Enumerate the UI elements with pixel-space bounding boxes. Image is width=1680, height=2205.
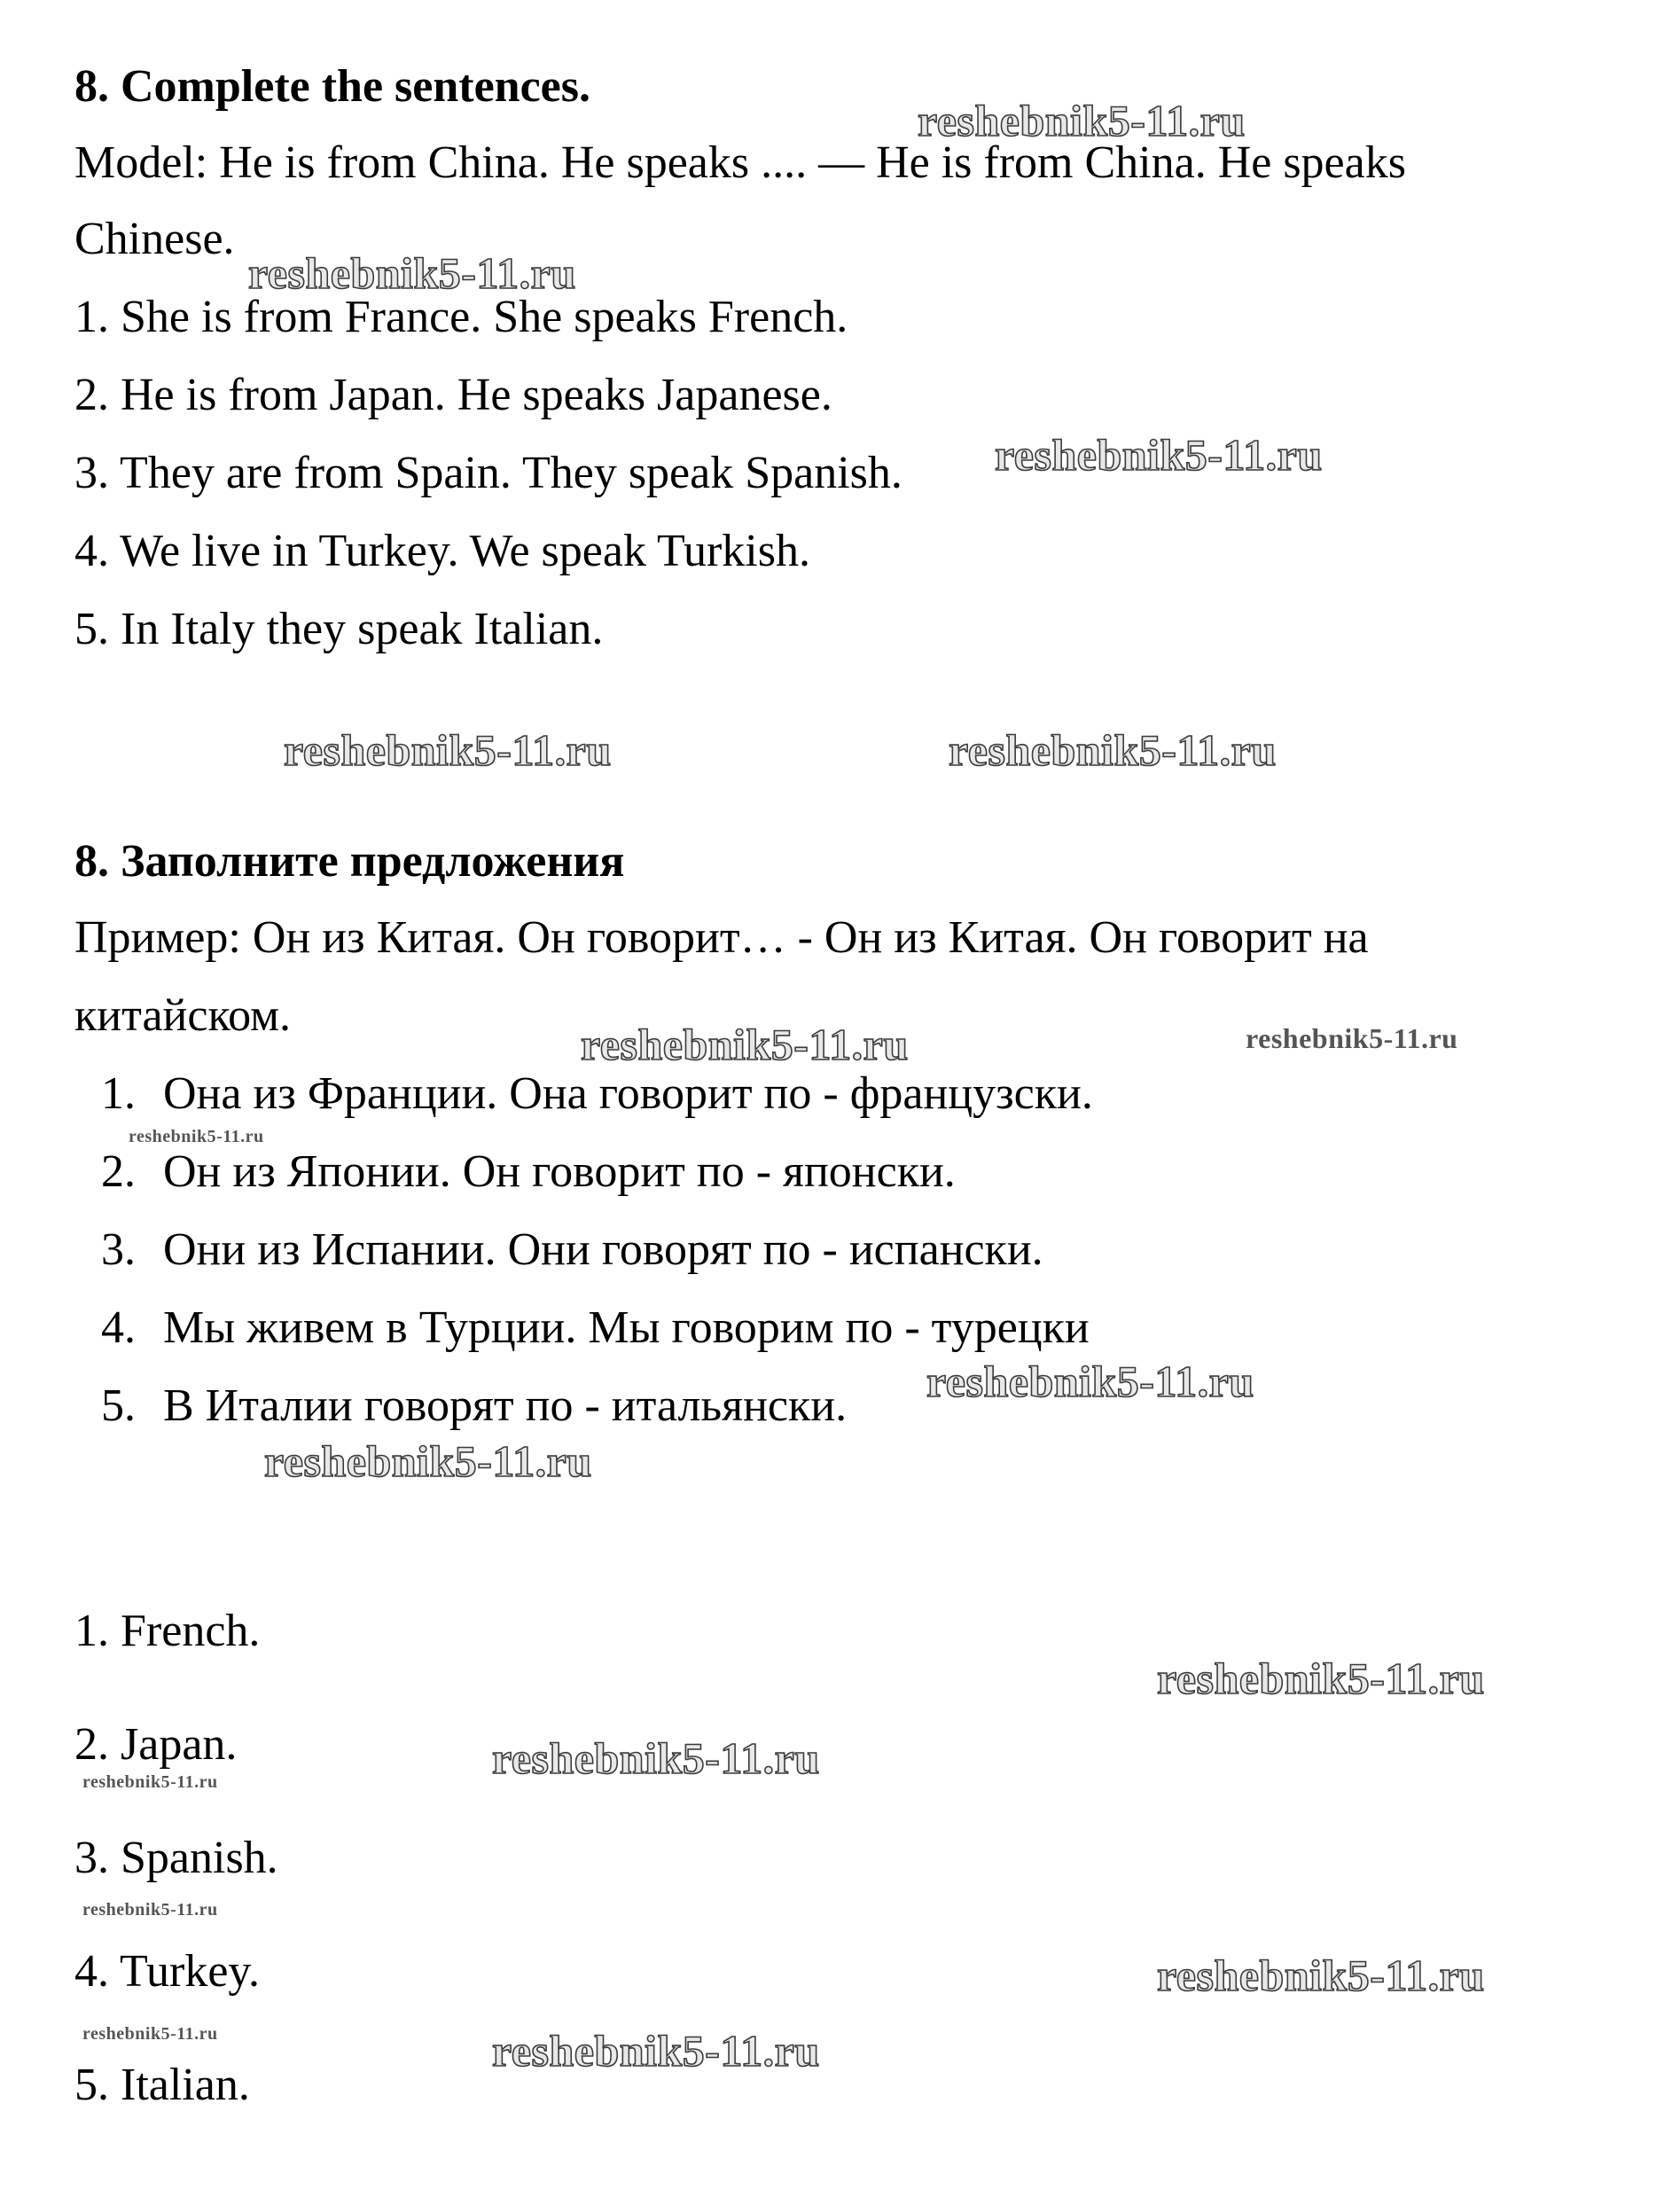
russian-item-number: 3. <box>101 1224 136 1275</box>
watermark: reshebnik5-11.ru <box>949 725 1277 775</box>
english-model-line-1: Model: He is from China. He speaks .... — He is from China. He speaks <box>74 137 1406 188</box>
watermark: reshebnik5-11.ru <box>926 1357 1254 1406</box>
answer-3: 3. Spanish. <box>74 1833 278 1883</box>
watermark: reshebnik5-11.ru <box>248 248 576 298</box>
watermark: reshebnik5-11.ru <box>492 1733 820 1783</box>
russian-item-text: Он из Японии. Он говорит по - японски. <box>163 1146 956 1197</box>
russian-item-2 <box>101 1144 956 1200</box>
answer-4: 4. Turkey. <box>74 1946 261 1997</box>
watermark: reshebnik5-11.ru <box>264 1436 592 1486</box>
watermark: reshebnik5-11.ru <box>82 1772 218 1792</box>
russian-item-1 <box>101 1066 1093 1122</box>
answer-5: 5. Italian. <box>74 2060 250 2110</box>
russian-model-line-1: Пример: Он из Китая. Он говорит… - Он из Китая. Он говорит на <box>74 912 1369 963</box>
russian-item-text: Она из Франции. Она говорит по - французски. <box>163 1068 1093 1119</box>
watermark: reshebnik5-11.ru <box>129 1127 264 1146</box>
russian-item-text: Они из Испании. Они говорят по - испански. <box>163 1224 1043 1275</box>
english-item-4: 4. We live in Turkey. We speak Turkish. <box>74 526 810 576</box>
english-model-line-2: Chinese. <box>74 214 235 264</box>
watermark: reshebnik5-11.ru <box>918 96 1246 145</box>
russian-item-text: В Италии говорят по - итальянски. <box>163 1380 848 1431</box>
watermark: reshebnik5-11.ru <box>1157 1654 1485 1703</box>
english-heading: 8. Complete the sentences. <box>74 61 590 112</box>
russian-item-number: 4. <box>101 1302 136 1353</box>
russian-item-5 <box>101 1378 847 1435</box>
russian-model-line-2: китайском. <box>74 990 291 1041</box>
watermark: reshebnik5-11.ru <box>492 2026 820 2076</box>
russian-item-number: 2. <box>101 1146 136 1197</box>
answer-2: 2. Japan. <box>74 1719 238 1770</box>
watermark: reshebnik5-11.ru <box>995 430 1323 480</box>
russian-item-3 <box>101 1222 1043 1278</box>
english-item-1: 1. She is from France. She speaks French. <box>74 292 848 342</box>
watermark: reshebnik5-11.ru <box>581 1020 909 1069</box>
watermark: reshebnik5-11.ru <box>82 1900 218 1920</box>
watermark: reshebnik5-11.ru <box>1246 1022 1458 1054</box>
russian-item-4 <box>101 1300 1090 1357</box>
russian-item-text: Мы живем в Турции. Мы говорим по - турецки <box>163 1302 1090 1353</box>
watermark: reshebnik5-11.ru <box>1157 1951 1485 2000</box>
russian-item-number: 1. <box>101 1068 136 1119</box>
answer-1: 1. French. <box>74 1606 261 1656</box>
english-item-2: 2. He is from Japan. He speaks Japanese. <box>74 370 832 420</box>
english-item-3: 3. They are from Spain. They speak Spanish. <box>74 448 903 498</box>
english-item-5: 5. In Italy they speak Italian. <box>74 604 604 654</box>
watermark: reshebnik5-11.ru <box>284 725 612 775</box>
russian-heading: 8. Заполните предложения <box>74 836 625 887</box>
russian-item-number: 5. <box>101 1380 136 1431</box>
watermark: reshebnik5-11.ru <box>82 2024 218 2044</box>
